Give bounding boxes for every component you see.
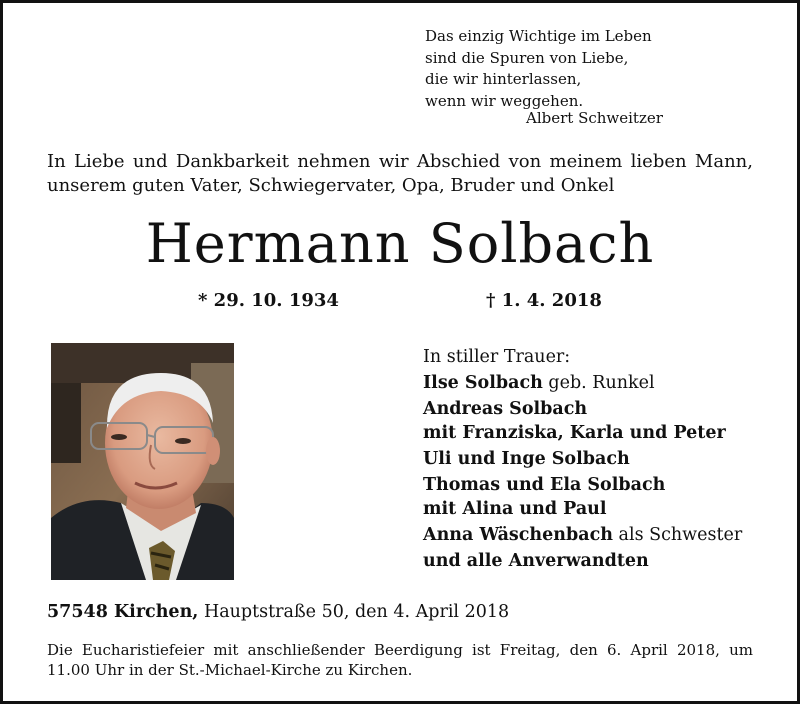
quote-author: Albert Schweitzer [526,109,663,127]
mourners-heading: In stiller Trauer: [423,347,571,367]
birth-date: * 29. 10. 1934 [198,290,339,311]
mourner-entry [423,523,763,547]
address-line [47,602,509,622]
mourner-name: Andreas Solbach [423,399,588,419]
deceased-name: Hermann Solbach [145,212,655,275]
portrait-illustration [51,343,234,580]
death-date: † 1. 4. 2018 [486,290,602,311]
mourner-note: geb. Runkel [542,373,655,393]
mourner-name: Ilse Solbach [423,373,543,393]
quote-line: wenn wir weggehen. [425,91,584,110]
quote-line: die wir hinterlassen, [425,70,582,88]
quote-line: sind die Spuren von Liebe, [425,48,629,67]
mourner-name: Anna Wäschenbach [423,525,613,545]
funeral-notice [47,640,753,680]
quote-line: Das einzig Wichtige im Leben [425,27,652,45]
mourner-family: mit Alina und Paul [423,499,607,519]
mourner-family: mit Franziska, Karla und Peter [423,423,726,443]
mourner-entry [423,397,763,445]
mourner-name: und alle Anverwandten [423,551,649,571]
intro-text [47,150,753,198]
notice-line: Die Eucharistiefeier mit anschließender Beerdigung ist Freitag, den 6. April 2018, um [47,641,753,659]
quote [425,26,675,112]
mourner-entry [423,549,763,573]
intro-line: In Liebe und Dankbarkeit nehmen wir Abschied von meinem lieben Mann, [47,151,753,172]
mourner-name: Uli und Inge Solbach [423,449,630,469]
mourner-note: als Schwester [612,525,743,545]
address-street-date: Hauptstraße 50, den 4. April 2018 [198,602,510,622]
address-city: 57548 Kirchen, [47,602,199,622]
mourner-entry [423,473,763,521]
intro-line: unserem guten Vater, Schwiegervater, Opa, Bruder und Onkel [47,175,615,196]
mourner-name: Thomas und Ela Solbach [423,475,666,495]
mourner-entry [423,371,763,395]
mourner-entry [423,447,763,471]
notice-line: 11.00 Uhr in der St.-Michael-Kirche zu Kirchen. [47,661,413,679]
mourners-list [423,345,763,575]
portrait-photo [51,343,234,580]
